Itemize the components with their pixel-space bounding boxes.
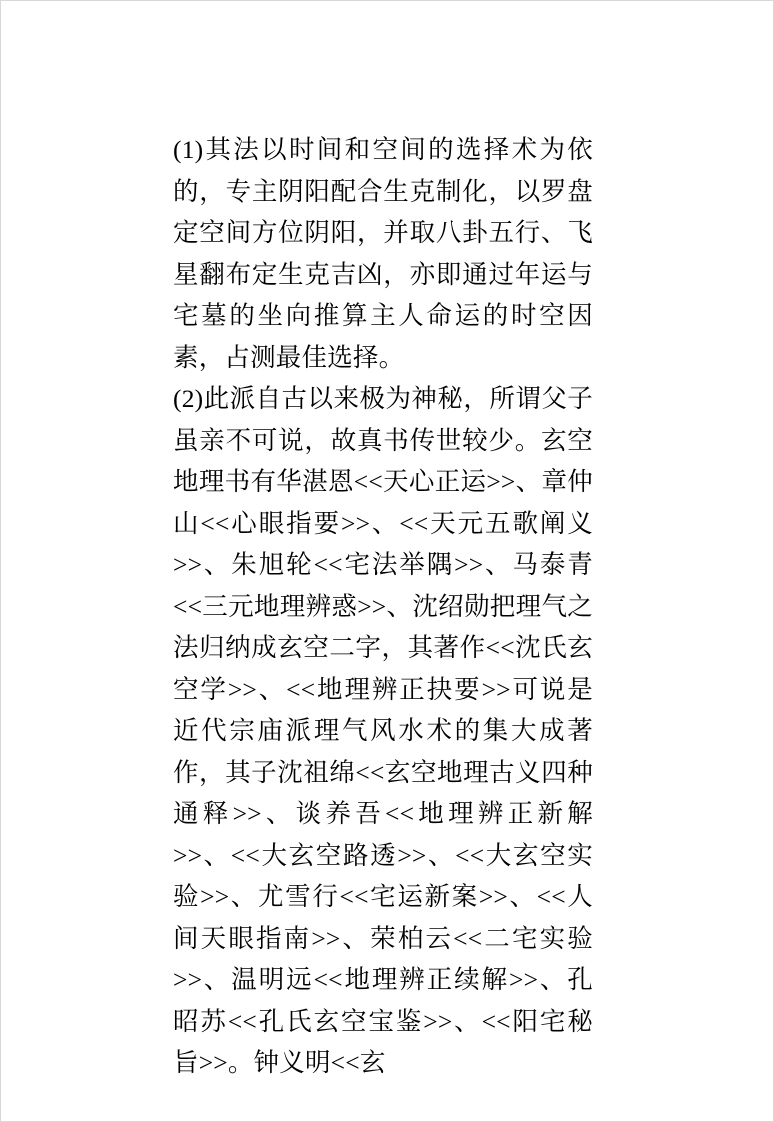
paragraph-2: (2)此派自古以来极为神秘，所谓父子虽亲不可说，故真书传世较少。玄空地理书有华湛恩<<天心正运>>、章仲山<<心眼指要>>、<<天元五歌阐义>>、朱旭轮<<宅法举隅>>、马泰青<<三元地理辨惑>>、沈绍勋把理气之法归纳成玄空二字，其著作<<沈氏玄空学>>、<<地理辨正抉要>>可说是近代宗庙派理气风水术的集大成著作，其子沈祖绵<<玄空地理古义四种通释>>、谈养吾<<地理辨正新解>>、<<大玄空路透>>、<<大玄空实验>>、尤雪行<<宅运新案>>、<<人间天眼指南>>、荣柏云<<二宅实验>>、温明远<<地理辨正续解>>、孔昭苏<<孔氏玄空宝鉴>>、<<阳宅秘旨>>。钟义明<<玄 [173,384,593,1077]
document-text-body [173,129,593,1084]
paragraph-1: (1)其法以时间和空间的选择术为依的，专主阴阳配合生克制化，以罗盘定空间方位阴阳，并取八卦五行、飞星翻布定生克吉凶，亦即通过年运与宅墓的坐向推算主人命运的时空因素，占测最佳选择。 [173,135,593,372]
